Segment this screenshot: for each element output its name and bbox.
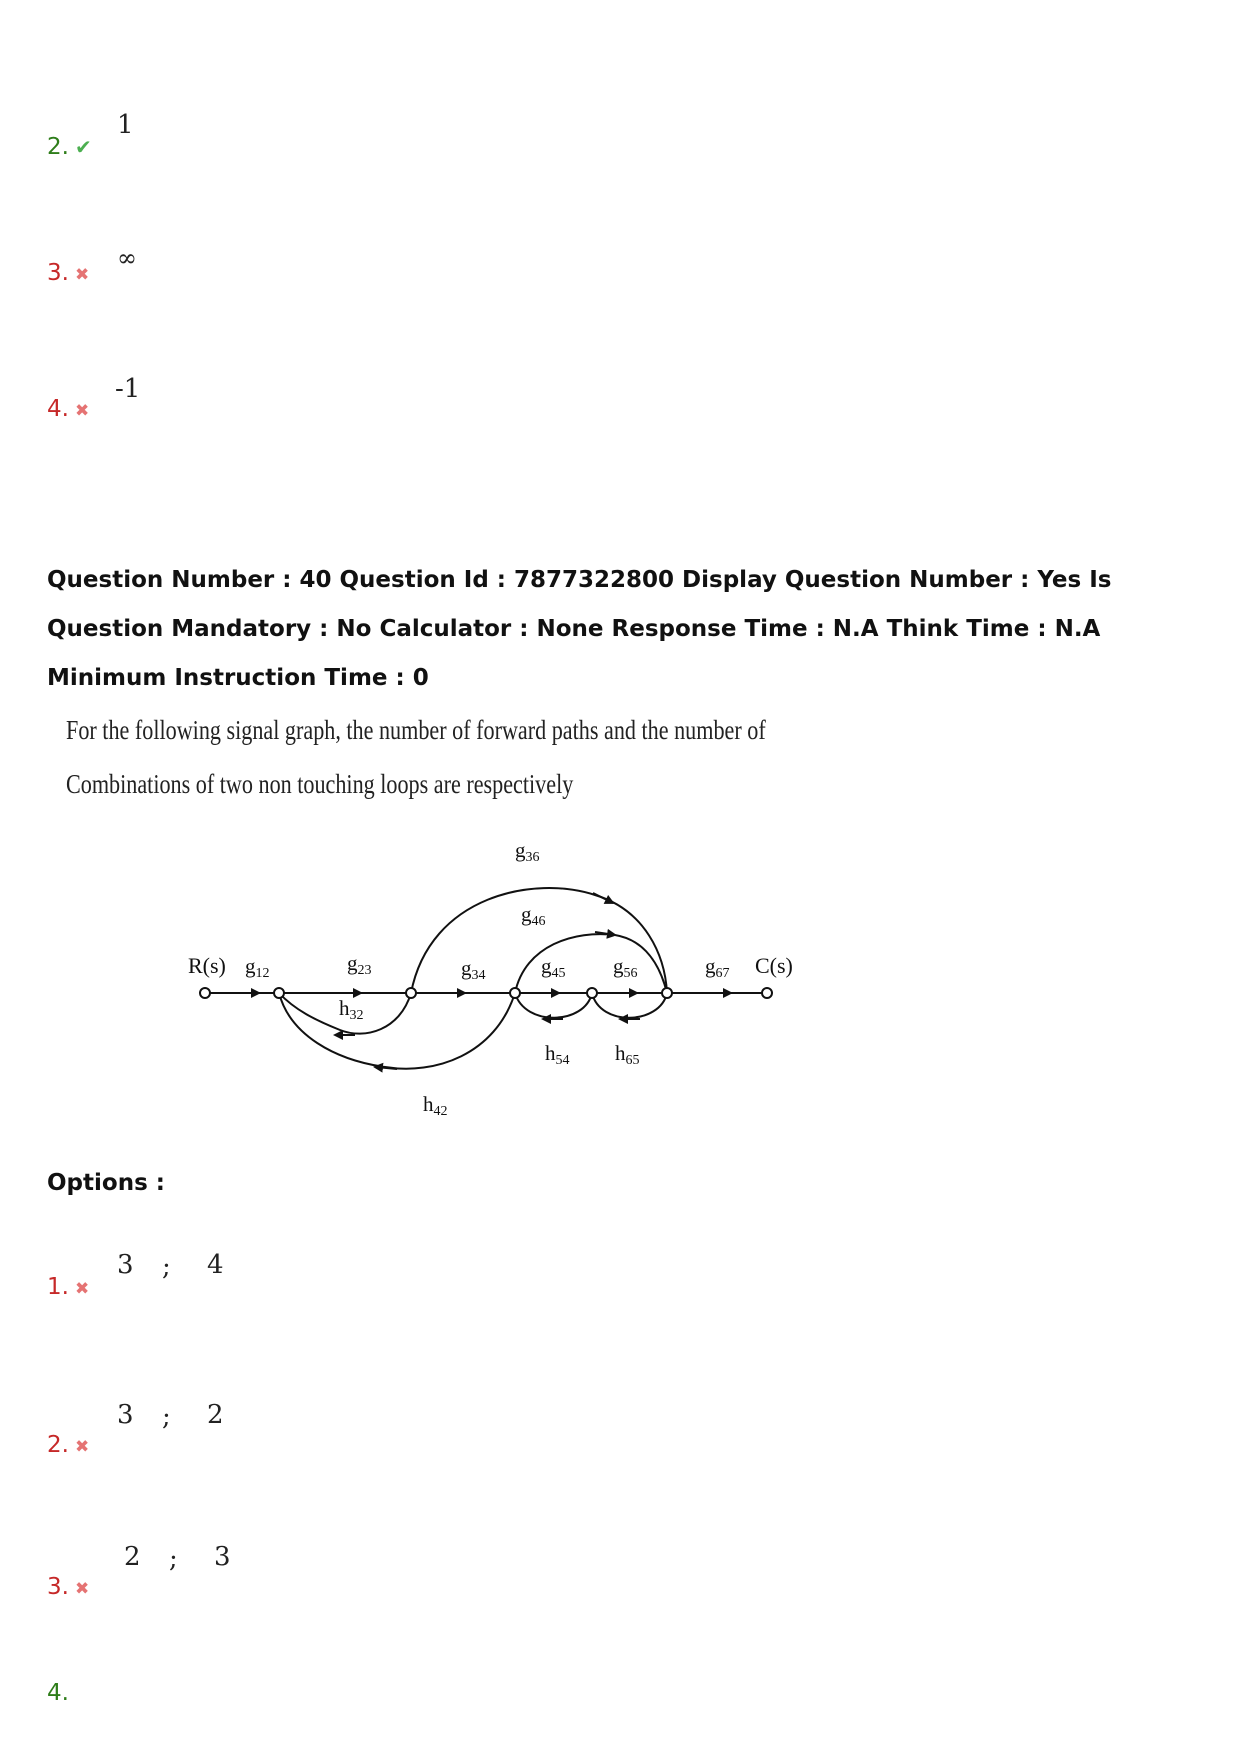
label-g67: g67 (705, 954, 730, 981)
option-value-a: 3 (117, 1400, 134, 1430)
node-5 (587, 988, 597, 998)
option-value-a: 2 (124, 1542, 141, 1572)
node-2 (274, 988, 284, 998)
arrow-g36 (593, 893, 613, 903)
label-g36: g36 (515, 838, 540, 865)
cross-icon: ✖ (74, 1279, 90, 1299)
option-number: 4. ✖ (47, 396, 90, 422)
branch-h65 (592, 993, 667, 1018)
label-h32: h32 (339, 996, 364, 1023)
label-g56: g56 (613, 954, 638, 981)
option-number: 1. ✖ (47, 1274, 90, 1300)
label-h42: h42 (423, 1092, 448, 1119)
option-number: 3. ✖ (47, 260, 90, 286)
option-value-b: 2 (207, 1400, 224, 1430)
label-g23: g23 (347, 951, 372, 978)
label-g12: g12 (245, 954, 270, 981)
question-text-line2: Combinations of two non touching loops are respectively (66, 769, 574, 799)
cross-icon: ✖ (74, 265, 90, 285)
input-label: R(s) (188, 953, 226, 978)
option-value: -1 (115, 374, 141, 404)
node-6 (662, 988, 672, 998)
output-label: C(s) (755, 953, 793, 978)
option-value: 1 (117, 110, 134, 140)
node-7 (762, 988, 772, 998)
node-4 (510, 988, 520, 998)
option-value: ∞ (117, 244, 137, 272)
option-number: 2. ✔ (47, 134, 92, 160)
option-sep: ; (162, 1252, 171, 1282)
cross-icon: ✖ (74, 401, 90, 421)
branch-g46 (515, 934, 667, 993)
option-number: 3. ✖ (47, 1574, 90, 1600)
label-h65: h65 (615, 1041, 640, 1068)
node-3 (406, 988, 416, 998)
branch-h42 (279, 993, 515, 1069)
option-number: 4. (47, 1680, 69, 1706)
node-1 (200, 988, 210, 998)
question-meta: Question Number : 40 Question Id : 7877322800 Display Question Number : Yes Is Question Mandatory : No Calculator : None Response Time : N.A Think Time : N.A Minimum Instruction Time : 0 (47, 567, 1112, 691)
option-number: 2. ✖ (47, 1432, 90, 1458)
option-sep: ; (169, 1544, 178, 1574)
label-h54: h54 (545, 1041, 570, 1068)
label-g46: g46 (521, 902, 546, 929)
option-value-a: 3 (117, 1250, 134, 1280)
cross-icon: ✖ (74, 1437, 90, 1457)
option-value-b: 4 (207, 1250, 224, 1280)
signal-flow-graph (175, 835, 795, 1135)
options-heading: Options : (47, 1170, 165, 1196)
question-text-line1: For the following signal graph, the number of forward paths and the number of (66, 715, 766, 745)
cross-icon: ✖ (74, 1579, 90, 1599)
option-sep: ; (162, 1402, 171, 1432)
branch-h54 (515, 993, 592, 1018)
option-value-b: 3 (214, 1542, 231, 1572)
label-g34: g34 (461, 956, 486, 983)
check-icon: ✔ (74, 135, 92, 159)
label-g45: g45 (541, 954, 566, 981)
